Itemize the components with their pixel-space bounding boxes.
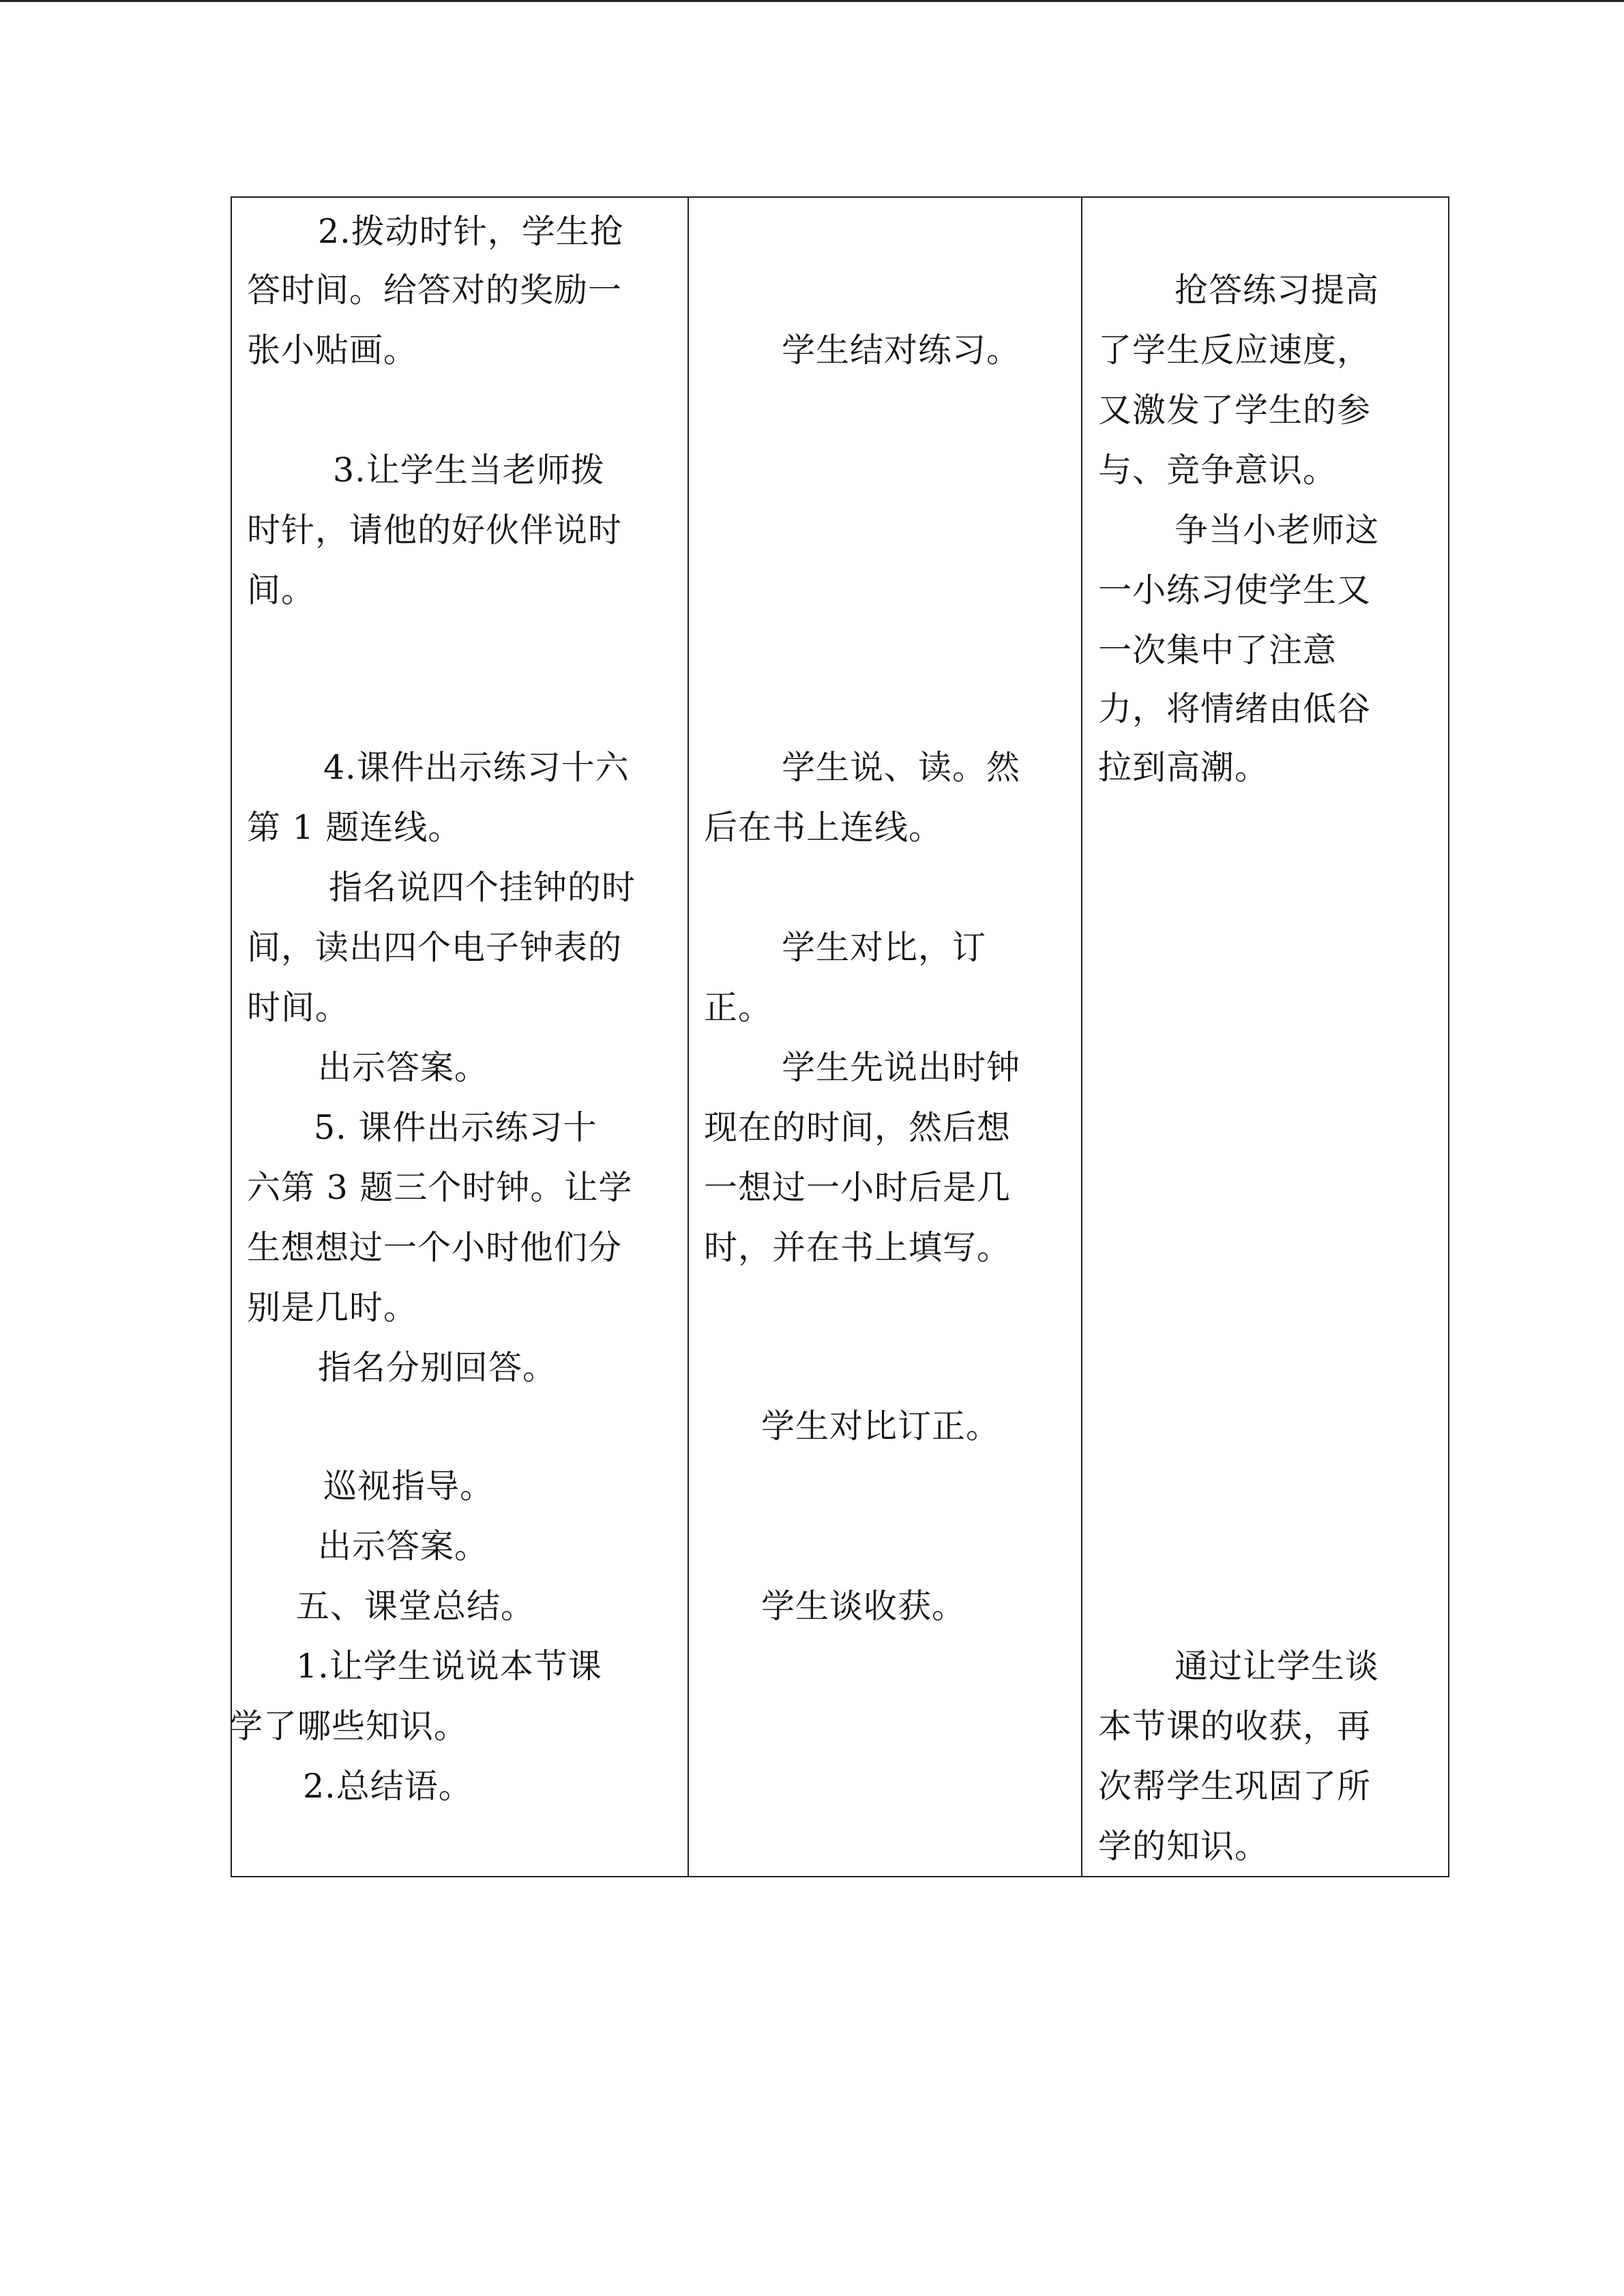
intent-line: 了学生反应速度， xyxy=(1098,331,1372,370)
intent-line: 学的知识。 xyxy=(1098,1827,1269,1866)
student-line: 正。 xyxy=(704,988,773,1027)
teacher-line: 指名说四个挂钟的时 xyxy=(329,868,636,907)
lesson-plan-table xyxy=(231,196,1449,1877)
teacher-line: 第 1 题连线。 xyxy=(247,808,462,847)
teacher-line: 2.总结语。 xyxy=(303,1767,473,1806)
teacher-line: 出示答案。 xyxy=(318,1048,489,1087)
student-line: 学生对比订正。 xyxy=(761,1407,1001,1446)
column-divider xyxy=(688,198,689,1876)
intent-line: 争当小老师这 xyxy=(1175,511,1380,550)
student-line: 学生对比，订 xyxy=(782,928,987,967)
teacher-line: 出示答案。 xyxy=(318,1527,489,1566)
teacher-line: 指名分别回答。 xyxy=(318,1348,557,1387)
intent-line: 力，将情绪由低谷 xyxy=(1098,689,1372,728)
teacher-line: 1.让学生说说本节课 xyxy=(296,1647,602,1686)
teacher-line: 别是几时。 xyxy=(247,1288,418,1327)
student-line: 时，并在书上填写。 xyxy=(704,1228,1012,1267)
student-line: 学生说、读。然 xyxy=(782,748,1021,787)
teacher-line: 张小贴画。 xyxy=(247,331,418,370)
intent-line: 通过让学生谈 xyxy=(1175,1647,1380,1686)
teacher-line: 间。 xyxy=(247,571,316,610)
intent-line: 抢答练习提高 xyxy=(1175,271,1380,310)
intent-line: 本节课的收获，再 xyxy=(1098,1707,1372,1746)
intent-line: 次帮学生巩固了所 xyxy=(1098,1767,1372,1806)
student-line: 后在书上连线。 xyxy=(704,808,943,847)
intent-line: 一次集中了注意 xyxy=(1098,631,1338,670)
teacher-line: 学了哪些知识。 xyxy=(229,1707,469,1746)
intent-line: 一小练习使学生又 xyxy=(1098,571,1372,610)
teacher-line: 生想想过一个小时他们分 xyxy=(247,1228,623,1267)
student-line: 学生结对练习。 xyxy=(782,331,1021,370)
teacher-line: 时针，请他的好伙伴说时 xyxy=(247,511,623,550)
teacher-line: 2.拨动时针，学生抢 xyxy=(318,212,624,251)
teacher-line: 4.课件出示练习十六 xyxy=(323,748,630,787)
teacher-line: 巡视指导。 xyxy=(323,1467,494,1506)
teacher-line: 5. 课件出示练习十 xyxy=(314,1108,597,1147)
teacher-line: 间，读出四个电子钟表的 xyxy=(247,928,623,967)
intent-line: 又激发了学生的参 xyxy=(1098,391,1372,430)
intent-line: 拉到高潮。 xyxy=(1098,748,1269,787)
student-line: 一想过一小时后是几 xyxy=(704,1168,1012,1207)
student-line: 现在的时间，然后想 xyxy=(704,1108,1012,1147)
student-line: 学生谈收获。 xyxy=(761,1587,966,1626)
teacher-line: 答时间。给答对的奖励一 xyxy=(247,271,623,310)
page-top-border xyxy=(0,0,1624,2)
teacher-line: 时间。 xyxy=(247,988,350,1027)
teacher-line: 六第 3 题三个时钟。让学 xyxy=(247,1168,633,1207)
teacher-line: 3.让学生当老师拨 xyxy=(333,451,605,490)
teacher-line: 五、课堂总结。 xyxy=(296,1587,535,1626)
column-divider xyxy=(1081,198,1082,1876)
intent-line: 与、竞争意识。 xyxy=(1098,451,1338,490)
student-line: 学生先说出时钟 xyxy=(782,1048,1021,1087)
